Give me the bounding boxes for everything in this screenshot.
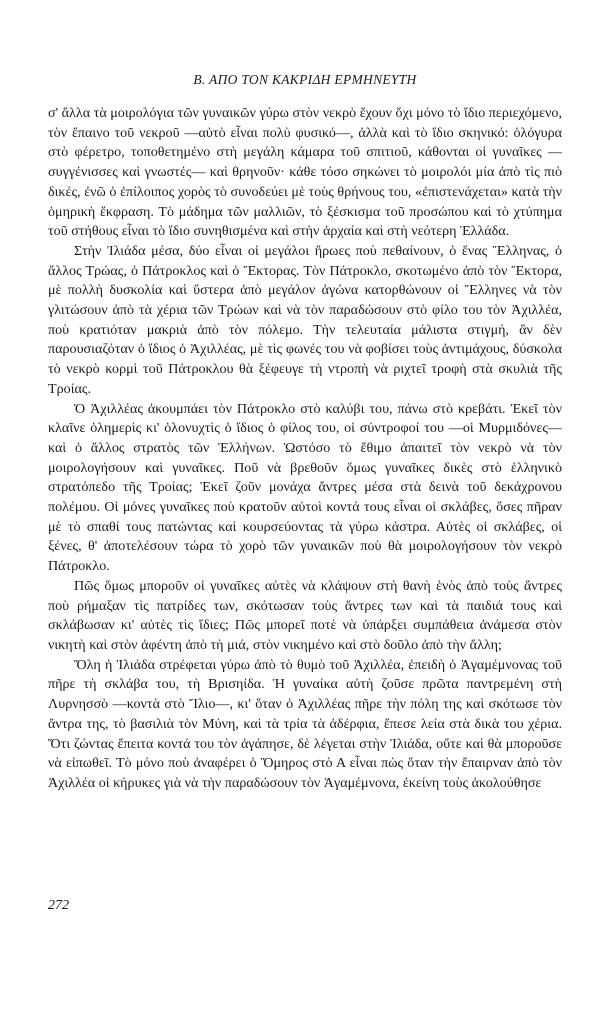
paragraph-1: σ' ἄλλα τὰ μοιρολόγια τῶν γυναικῶν γύρω στὸν νεκρὸ ἔχουν ὄχι μόνο τὸ ἴδιο περιεχόμενο, τὸν ἔπαινο τοῦ νεκροῦ —αὐτὸ εἶναι πολὺ φυσικό—, ἀλλὰ καὶ τὸ ἴδιο σκηνικό: ὁλόγυρα στὸ φέρετρο, τοποθετημένο στὴ μεγάλη κάμαρα τοῦ σπιτιοῦ, κάθονται οἱ γυναῖκες —συγγένισσες καὶ γνωστές— καὶ θρηνοῦν· κάθε τόσο σηκώνει τὸ μοιρολόι μία ἀπὸ τὶς πιὸ δικές, ἐνῶ ὁ ἐπίλοιπος χορὸς τὸ συνοδεύει μὲ τοὺς θρήνους του, «ἐπιστενάχεται» κατὰ τὴν ὁμηρικὴ ἔκφραση. Τὸ μάδημα τῶν μαλλιῶν, τὸ ξέσκισμα τοῦ προσώπου καὶ τὸ χτύπημα τοῦ στήθους εἶναι τὸ ἴδιο συνηθισμένα καὶ στὴν ἀρχαία καὶ στὴ νεότερη Ἑλλάδα. — [48, 105, 562, 240]
paragraph-4: Πῶς ὅμως μποροῦν οἱ γυναῖκες αὐτὲς νὰ κλάψουν στὴ θανὴ ἑνὸς ἀπὸ τοὺς ἄντρες ποὺ ρήμαξαν τὶς πατρίδες των, σκότωσαν τοὺς ἄντρες των καὶ τὰ παιδιά τους καὶ σκλάβωσαν κι' αὐτὲς τὶς ἴδιες; Πῶς μπορεῖ ποτὲ νὰ ὑπάρξει συμπάθεια ἀνάμεσα στὸν νικητὴ καὶ στὸν ἀφέντη ἀπὸ τὴ μιά, στὸν νικημένο καὶ στὸ δοῦλο ἀπὸ τὴν ἄλλη; — [48, 577, 562, 653]
page-number: 272 — [48, 898, 69, 913]
running-head: Β. ΑΠΟ ΤΟΝ ΚΑΚΡΙΔΗ ΕΡΜΗΝΕΥΤΗ — [193, 72, 417, 87]
paragraph-5: Ὅλη ἡ Ἰλιάδα στρέφεται γύρω ἀπὸ τὸ θυμὸ τοῦ Ἀχιλλέα, ἐπειδὴ ὁ Ἀγαμέμνονας τοῦ πῆρε τὴ σκλάβα του, τὴ Βρισηίδα. Ἡ γυναίκα αὐτὴ ζοῦσε πρῶτα παντρεμένη στὴ Λυρνησσὸ —κοντὰ στὸ Ἴλιο—, κι' ὅταν ὁ Ἀχιλλέας πῆρε τὴν πόλη της καὶ σκότωσε τὸν ἄντρα της, τὸ βασιλιὰ τὸν Μύνη, καὶ τὰ τρία τὰ ἀδέρφια, ἔπεσε λεία στὰ δικὰ του χέρια. Ὅτι ζώντας ἔπειτα κοντά του τὸν ἀγάπησε, δὲ λέγεται στὴν Ἰλιάδα, οὔτε καὶ θὰ μποροῦσε νὰ εἰπωθεῖ. Τὸ μόνο ποὺ ἀναφέρει ὁ Ὅμηρος στὸ Α εἶναι πὼς ὅταν τὴν ἔπαιρναν ἀπὸ τὸν Ἀχιλλέα οἱ κήρυκες γιὰ νὰ τὴν παραδώσουν τὸν Ἀγαμέμνονα, ἐκείνη τοὺς ἀκολούθησε — [48, 656, 562, 791]
paragraph-3: Ὁ Ἀχιλλέας ἀκουμπάει τὸν Πάτροκλο στὸ καλύβι του, πάνω στὸ κρεβάτι. Ἐκεῖ τὸν κλαῖνε ὁλημερὶς κι' ὁλονυχτὶς ὁ ἴδιος ὁ φίλος του, οἱ σύντροφοί του —οἱ Μυρμιδόνες— καὶ ὁ ἄλλος στρατὸς τῶν Ἑλλήνων. Ὡστόσο τὸ ἔθιμο ἀπαιτεῖ τὸν νεκρὸ νὰ τὸν μοιρολογήσουν καὶ γυναῖκες. Ποῦ νὰ βρεθοῦν ὅμως γυναῖκες δικὲς στὸ ἑλληνικὸ στρατόπεδο τῆς Τροίας; Ἐκεῖ ζοῦν μονάχα ἄντρες μέσα στὰ δεινὰ τοῦ δεκάχρονου πολέμου. Οἱ μόνες γυναῖκες ποὺ κρατοῦν αὐτοὶ κοντά τους εἶναι οἱ σκλάβες, ὅσες πῆραν μὲ τὸ σπαθί τους πατώντας καὶ κουρσεύοντας τὰ γύρω κάστρα. Αὐτὲς οἱ σκλάβες, οἱ ξένες, θ' ἀποτελέσουν τώρα τὸ χορὸ τῶν γυναικῶν ποὺ θὰ μοιρολογήσουν τὸν νεκρὸ Πάτροκλο. — [48, 400, 562, 575]
paragraph-2: Στὴν Ἰλιάδα μέσα, δύο εἶναι οἱ μεγάλοι ἥρωες ποὺ πεθαίνουν, ὁ ἕνας Ἕλληνας, ὁ ἄλλος Τρώας, ὁ Πάτροκλος καὶ ὁ Ἕκτορας. Τὸν Πάτροκλο, σκοτωμένο ἀπὸ τὸν Ἕκτορα, μὲ πολλὴ δυσκολία καὶ ὕστερα ἀπὸ μεγάλον ἀγώνα κατορθώνουν οἱ Ἕλληνες νὰ τὸν γλιτώσουν ἀπὸ τὰ χέρια τῶν Τρώων καὶ νὰ τὸν παραδώσουν στὸ φίλο του τὸν Ἀχιλλέα, ποὺ κρατιόταν μακριὰ ἀπὸ τὸν πόλεμο. Τὴν τελευταία μάλιστα στιγμή, ἂν δὲν παρουσιαζόταν ὁ ἴδιος ὁ Ἀχιλλέας, μὲ τὶς φωνές του νὰ φοβίσει τοὺς ἀντιμάχους, δύσκολα τὸ νεκρὸ κορμὶ τοῦ Πάτροκλου θὰ ξέφευγε τὴ ντροπὴ νὰ ριχτεῖ τροφὴ στὰ σκυλιὰ τῆς Τροίας. — [48, 242, 562, 397]
body-text — [48, 104, 562, 794]
